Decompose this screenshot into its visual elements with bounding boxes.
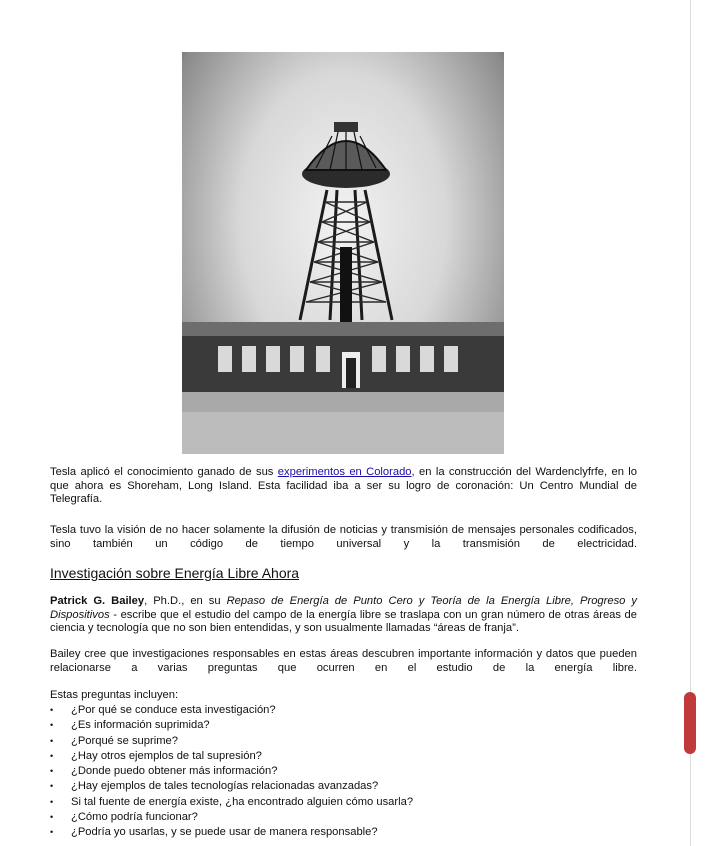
questions-list — [50, 703, 413, 841]
review-title: Repaso de Energía de Punto Cero y Teoría de la Energía Libre, Progreso y Dispositivos — [50, 595, 637, 621]
scrollbar-thumb[interactable] — [684, 692, 696, 754]
list-item: • ¿Hay ejemplos de tales tecnologías relacionadas avanzadas? — [50, 779, 413, 794]
paragraph-colorado — [50, 466, 637, 507]
list-item: • ¿Donde puedo obtener más información? — [50, 764, 413, 779]
author-name: Patrick G. Bailey — [50, 595, 145, 607]
tower-photo-icon — [182, 52, 504, 454]
list-item: • ¿Podría yo usarlas, y se puede usar de manera responsable? — [50, 825, 413, 840]
paragraph-text: Tesla aplicó el conocimiento ganado de sus — [50, 466, 278, 478]
section-heading: Investigación sobre Energía Libre Ahora — [50, 565, 300, 581]
list-item: • ¿Es información suprimida? — [50, 718, 413, 733]
paragraph-text: - escribe que el estudio del campo de la energía libre se traslapa con un gran número de otras áreas de ciencia y tecnología que no son bien entendidas, y son usualmente llamadas “áreas de franja”. — [50, 608, 637, 635]
list-item: • ¿Por qué se conduce esta investigación? — [50, 703, 413, 718]
list-item: • Si tal fuente de energía existe, ¿ha encontrado alguien cómo usarla? — [50, 795, 413, 810]
questions-intro: Estas preguntas incluyen: — [50, 689, 179, 701]
list-item: • ¿Cómo podría funcionar? — [50, 810, 413, 825]
paragraph-text: , Ph.D., en su — [144, 595, 227, 607]
list-item: • ¿Hay otros ejemplos de tal supresión? — [50, 749, 413, 764]
paragraph-bailey — [50, 595, 637, 636]
paragraph-vision: Tesla tuvo la visión de no hacer solamente la difusión de noticias y transmisión de mensajes personales codificados, sino también un código de tiempo universal y la transmisión de electricidad. — [50, 524, 637, 550]
colorado-experiments-link[interactable]: experimentos en Colorado — [277, 466, 412, 478]
paragraph-text: , en la construcción del Wardenclyfrfe, en lo que ahora es Shoreham, Long Island. Esta facilidad iba a ser su logro de coronación: Un Centro Mundial de Telegrafía. — [50, 466, 637, 506]
list-item: • ¿Porqué se suprime? — [50, 734, 413, 749]
tower-photo — [182, 52, 504, 454]
paragraph-bailey-believes: Bailey cree que investigaciones responsables en estas áreas descubren importante información y datos que pueden relacionarse a varias preguntas que ocurren en el estudio de la energía libre. — [50, 648, 637, 674]
